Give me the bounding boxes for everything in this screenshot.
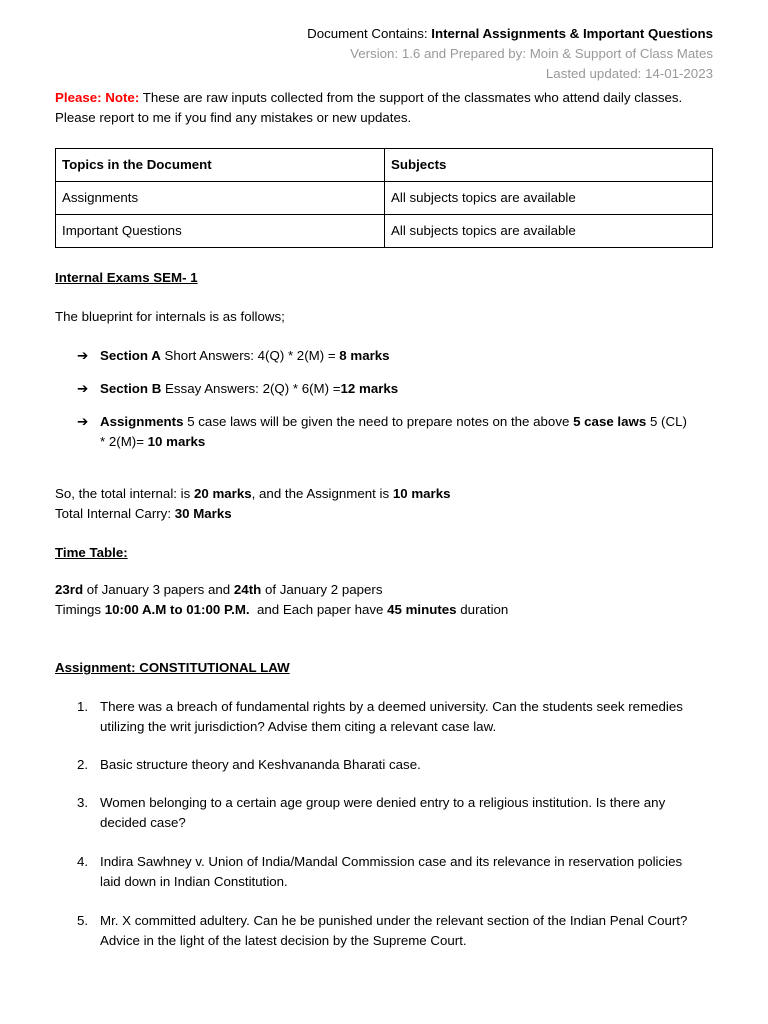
updated-line: Lasted updated: 14-01-2023 <box>545 66 713 81</box>
item-marks: 8 marks <box>339 348 390 363</box>
item-text: 5 case laws will be given the need to prepare notes on the above <box>183 414 574 429</box>
date-1-text: of January 3 papers and <box>83 582 234 597</box>
item-line2: laid down in Indian Constitution. <box>100 874 288 889</box>
note-paragraph <box>55 88 713 128</box>
list-item <box>77 379 713 399</box>
item-number: 2. <box>77 757 89 772</box>
item-marks: 10 marks <box>147 434 206 449</box>
carry-prefix: Total Internal Carry: <box>55 506 175 521</box>
list-item <box>77 755 713 775</box>
item-line1: Indira Sawhney v. Union of India/Mandal Commission case and its relevance in reservation policies <box>100 854 683 869</box>
item-label: Section A <box>100 348 161 363</box>
internal-intro: The blueprint for internals is as follows; <box>55 309 285 324</box>
document-title: Internal Assignments & Important Questions <box>431 26 713 41</box>
item-line1: There was a breach of fundamental rights by a deemed university. Can the students seek remedies <box>100 699 683 714</box>
table-cell: All subjects topics are available <box>385 215 713 248</box>
version-line: Version: 1.6 and Prepared by: Moin & Support of Class Mates <box>350 46 713 61</box>
arrow-bullet-icon: ➔ <box>77 414 89 429</box>
duration-value: 45 minutes <box>387 602 457 617</box>
timetable-paragraph <box>55 580 713 620</box>
arrow-bullet-icon: ➔ <box>77 381 89 396</box>
item-line2: * 2(M)= <box>100 434 148 449</box>
item-number: 5. <box>77 913 89 928</box>
total-internal: 20 marks <box>193 486 252 501</box>
table-row <box>56 215 713 248</box>
item-text: Short Answers: 4(Q) * 2(M) = <box>160 348 340 363</box>
list-item <box>77 852 713 892</box>
total-assignment: 10 marks <box>392 486 451 501</box>
table-header-row <box>56 149 713 182</box>
list-item <box>77 911 713 951</box>
note-line2: Please report to me if you find any mistakes or new updates. <box>55 110 412 125</box>
totals-paragraph <box>55 484 713 524</box>
table-header-cell: Topics in the Document <box>56 149 385 182</box>
table-row <box>56 182 713 215</box>
carry-marks: 30 Marks <box>174 506 232 521</box>
topics-table <box>55 148 713 248</box>
item-text: Essay Answers: 2(Q) * 6(M) = <box>161 381 341 396</box>
table-cell: Assignments <box>56 182 385 215</box>
document-header <box>55 24 713 84</box>
item-line2: Advice in the light of the latest decision by the Supreme Court. <box>100 933 467 948</box>
item-line1: Mr. X committed adultery. Can he be punished under the relevant section of the Indian Penal Court? <box>100 913 688 928</box>
item-line2: utilizing the writ jurisdiction? Advise them citing a relevant case law. <box>100 719 497 734</box>
table-cell: Important Questions <box>56 215 385 248</box>
total-prefix: So, the total internal: is <box>55 486 194 501</box>
duration-suffix: duration <box>456 602 509 617</box>
note-label: Please: Note: <box>55 90 140 105</box>
arrow-bullet-icon: ➔ <box>77 348 89 363</box>
item-case-laws: 5 case laws <box>573 414 647 429</box>
item-line1: Women belonging to a certain age group were denied entry to a religious institution. Is there any <box>100 795 666 810</box>
table-header-cell: Subjects <box>385 149 713 182</box>
list-item <box>77 412 713 452</box>
contains-line <box>55 24 713 44</box>
assignment-heading: Assignment: CONSTITUTIONAL LAW <box>55 660 290 675</box>
item-number: 1. <box>77 699 89 714</box>
list-item <box>77 697 713 737</box>
item-text2: 5 (CL) <box>646 414 687 429</box>
table-cell: All subjects topics are available <box>385 182 713 215</box>
note-line1: These are raw inputs collected from the support of the classmates who attend daily classes. <box>139 90 683 105</box>
item-label: Assignments <box>100 414 184 429</box>
item-line1: Basic structure theory and Keshvananda Bharati case. <box>100 757 421 772</box>
item-line2: decided case? <box>100 815 186 830</box>
item-marks: 12 marks <box>340 381 399 396</box>
timings-value: 10:00 A.M to 01:00 P.M. <box>104 602 250 617</box>
contains-prefix: Document Contains: <box>307 26 432 41</box>
item-label: Section B <box>100 381 162 396</box>
list-item <box>77 346 713 366</box>
timings-prefix: Timings <box>55 602 105 617</box>
date-2: 24th <box>233 582 262 597</box>
item-number: 4. <box>77 854 89 869</box>
total-mid: , and the Assignment is <box>251 486 393 501</box>
timings-mid: and Each paper have <box>249 602 388 617</box>
date-2-text: of January 2 papers <box>261 582 383 597</box>
item-number: 3. <box>77 795 89 810</box>
date-1: 23rd <box>55 582 84 597</box>
timetable-heading: Time Table: <box>55 545 128 560</box>
internal-heading: Internal Exams SEM- 1 <box>55 270 198 285</box>
list-item <box>77 793 713 833</box>
